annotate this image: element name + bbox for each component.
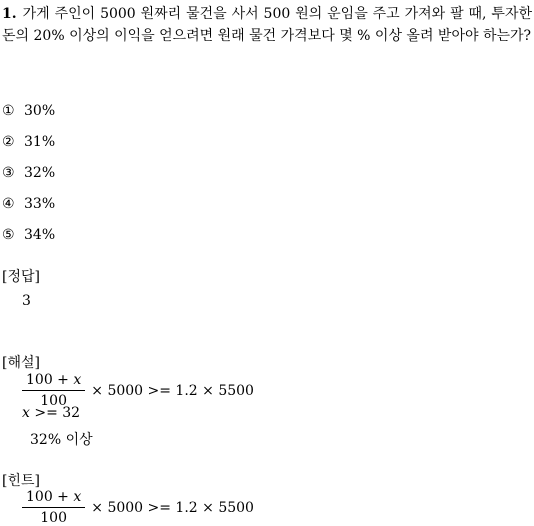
- option-marker: ①: [2, 103, 15, 119]
- fraction-numerator: 100 +: [26, 489, 69, 505]
- option-5[interactable]: [2, 227, 55, 243]
- option-text: 33%: [24, 196, 56, 212]
- option-marker: ③: [2, 165, 15, 181]
- variable-x: x: [22, 405, 30, 421]
- explanation-inequality: [22, 372, 254, 409]
- option-text: 30%: [24, 103, 56, 119]
- option-marker: ②: [2, 134, 15, 150]
- option-2[interactable]: [2, 134, 55, 150]
- inequality-rhs: × 5000 >= 1.2 × 5500: [91, 382, 254, 399]
- option-text: 32%: [24, 165, 56, 181]
- question: [2, 3, 532, 47]
- fraction: [22, 489, 85, 526]
- result-rhs: >= 32: [34, 405, 81, 421]
- answer-value: 3: [22, 293, 31, 309]
- hint-inequality: [22, 489, 254, 526]
- option-4[interactable]: [2, 196, 55, 212]
- variable-x: x: [73, 489, 82, 505]
- explanation-result: [22, 405, 80, 421]
- inequality-rhs: × 5000 >= 1.2 × 5500: [91, 499, 254, 516]
- option-text: 34%: [24, 227, 56, 243]
- option-3[interactable]: [2, 165, 55, 181]
- answer-label: [정답]: [2, 269, 40, 285]
- question-number: 1.: [2, 6, 17, 22]
- option-marker: ④: [2, 196, 15, 212]
- explanation-label: [해설]: [2, 355, 40, 371]
- option-text: 31%: [24, 134, 56, 150]
- option-marker: ⑤: [2, 227, 15, 243]
- hint-label: [힌트]: [2, 473, 40, 489]
- option-1[interactable]: [2, 103, 55, 119]
- fraction-denominator: 100: [40, 393, 67, 409]
- explanation-conclusion: 32% 이상: [30, 432, 93, 448]
- fraction-denominator: 100: [40, 510, 67, 526]
- question-text: 가게 주인이 5000 원짜리 물건을 사서 500 원의 운임을 주고 가져와 팔 때, 투자한 돈의 20% 이상의 이익을 얻으려면 원래 물건 가격보다 몇 % 이상 올려 받아야 하는가?: [2, 6, 532, 44]
- variable-x: x: [73, 372, 82, 388]
- fraction-numerator: 100 +: [26, 372, 69, 388]
- fraction: [22, 372, 85, 409]
